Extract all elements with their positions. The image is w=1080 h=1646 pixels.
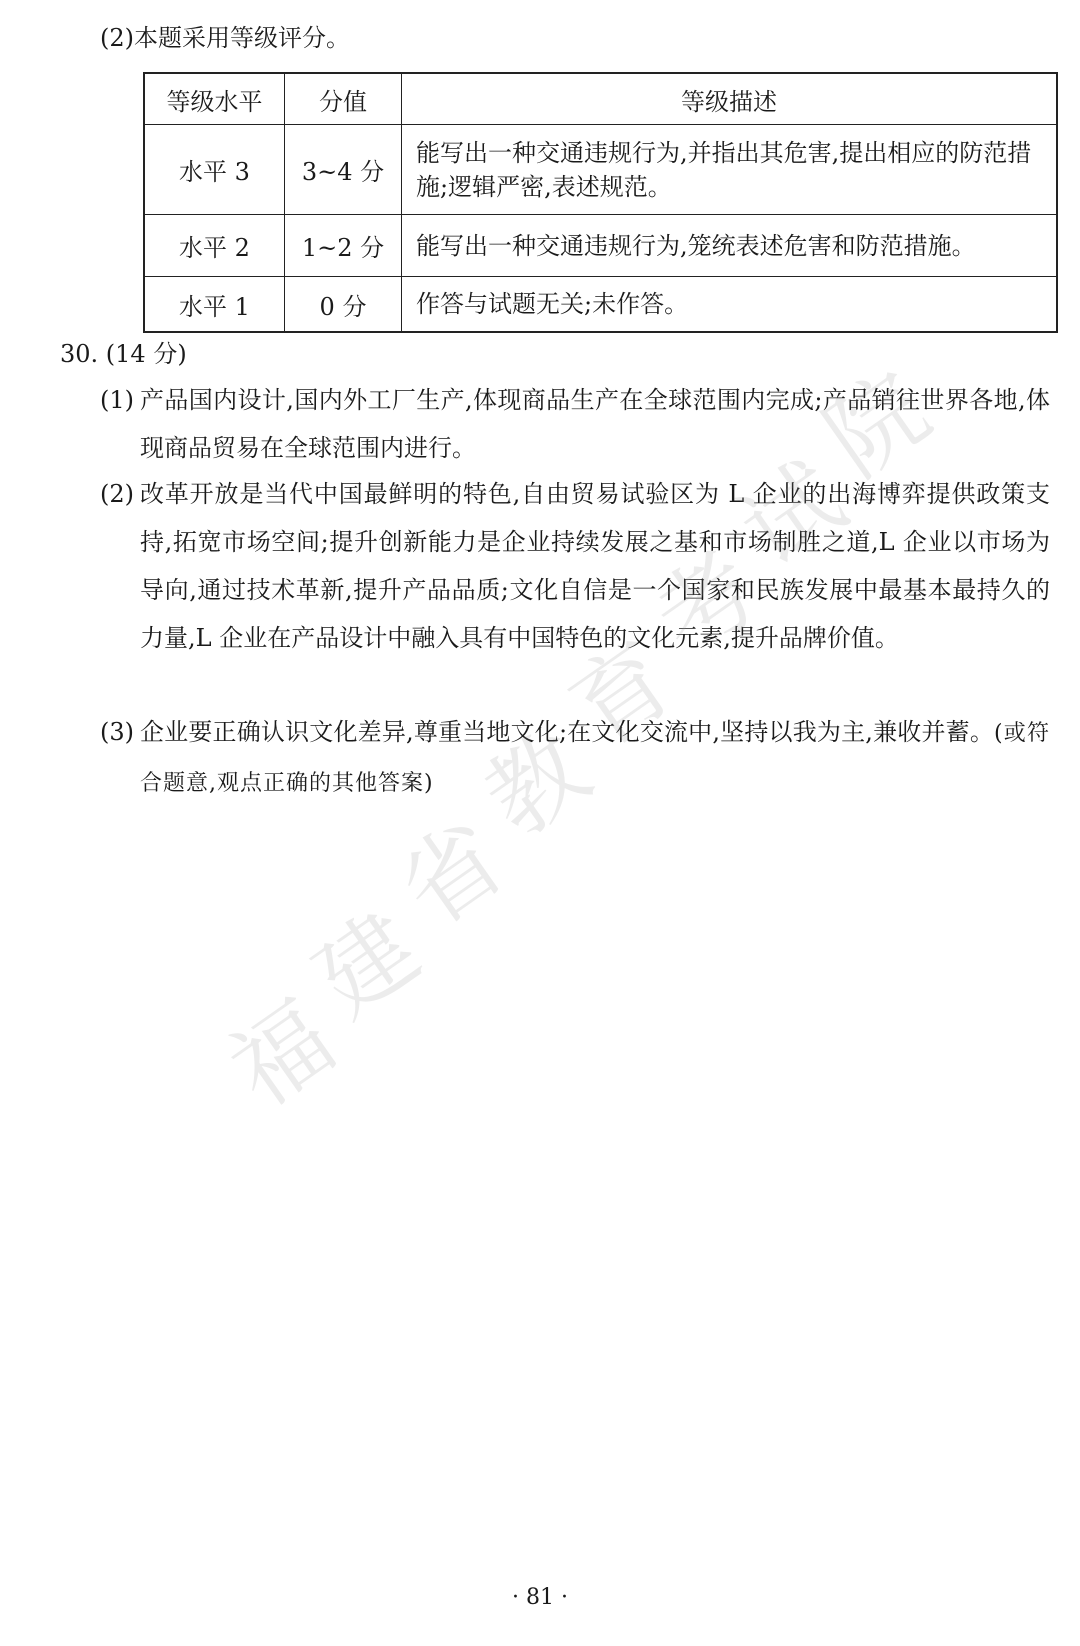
answer-part-number: (3) [100,718,134,746]
answer-part-1 [100,376,1050,472]
header-score: 分值 [285,73,402,125]
watermark-char: 省 [380,801,524,949]
answer-part-3 [100,708,1050,808]
watermark-char: 育 [550,621,694,769]
question-heading: 30. (14 分) [60,340,187,368]
header-level: 等级水平 [144,73,285,125]
row-level: 水平 2 [144,215,285,277]
grading-table [143,72,1058,333]
row-score: 1~2 分 [285,215,402,277]
answer-part-number: (2) [100,480,134,508]
watermark-char: 教 [465,711,609,859]
scoring-note-number: (2) [100,24,134,52]
watermark-char: 考 [635,531,779,679]
table-row [144,277,1057,333]
answer-part-number: (1) [100,386,134,414]
answer-note: (或符合题意,观点正确的其他答案) [140,721,1050,796]
row-score: 0 分 [285,277,402,333]
row-description: 能写出一种交通违规行为,笼统表述危害和防范措施。 [402,215,1058,277]
answer-part-text: 企业要正确认识文化差异,尊重当地文化;在文化交流中,坚持以我为主,兼收并蓄。 [140,718,995,746]
header-description: 等级描述 [402,73,1058,125]
answer-part-text: 产品国内设计,国内外工厂生产,体现商品生产在全球范围内完成;产品销往世界各地,体现商品贸易在全球范围内进行。 [140,386,1050,462]
answer-part-2 [100,470,1050,662]
page-number: · 81 · [512,1585,568,1610]
watermark-char: 试 [720,441,864,589]
watermark-char: 建 [295,891,439,1039]
table-header-row [144,73,1057,125]
watermark-char: 院 [805,351,949,499]
answer-part-text: 改革开放是当代中国最鲜明的特色,自由贸易试验区为 L 企业的出海博弈提供政策支持,拓宽市场空间;提升创新能力是企业持续发展之基和市场制胜之道,L 企业以市场为导向,通过技术革新,提升产品品质;文化自信是一个国家和民族发展中最基本最持久的力量,L 企业在产品设计中融入具有中国特色的文化元素,提升品牌价值。 [140,480,1050,652]
row-description: 作答与试题无关;未作答。 [402,277,1058,333]
watermark-char: 福 [210,981,354,1129]
row-score: 3~4 分 [285,125,402,215]
scoring-note-text: 本题采用等级评分。 [134,24,350,52]
table-row [144,215,1057,277]
row-description: 能写出一种交通违规行为,并指出其危害,提出相应的防范措施;逻辑严密,表述规范。 [402,125,1058,215]
row-level: 水平 1 [144,277,285,333]
table-row [144,125,1057,215]
scoring-note [100,22,350,54]
row-level: 水平 3 [144,125,285,215]
